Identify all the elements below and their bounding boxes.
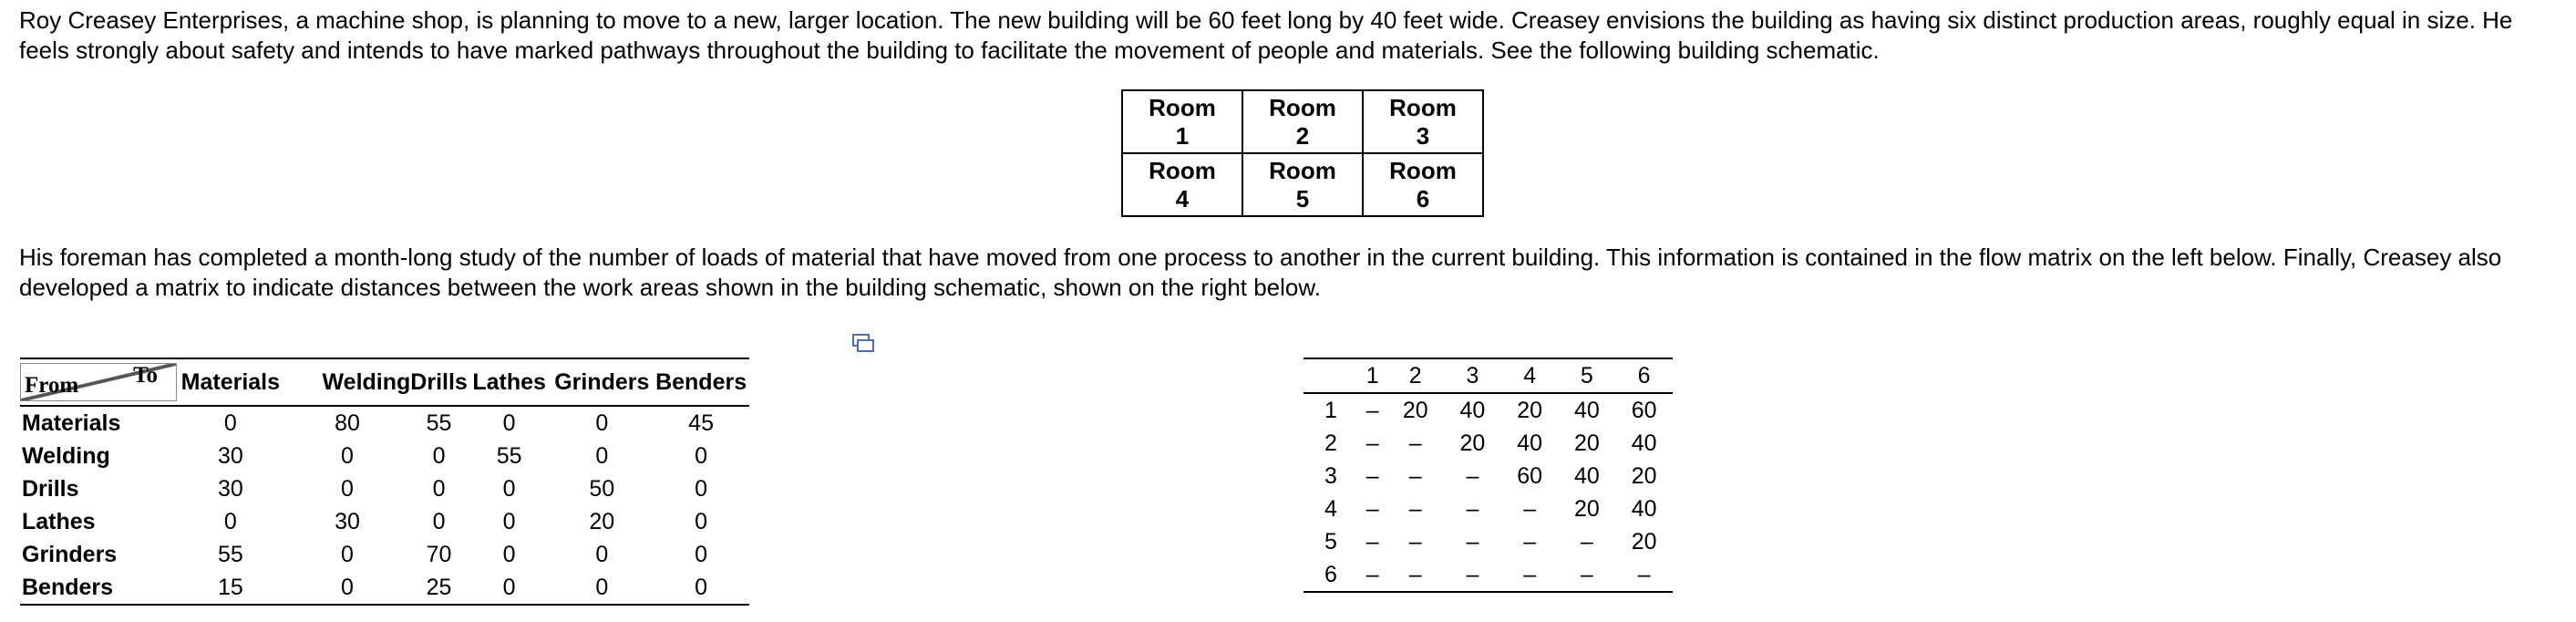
column-header: 3	[1444, 358, 1501, 393]
matrix-cell: 55	[496, 442, 522, 469]
matrix-cell: 0	[653, 571, 749, 605]
matrix-cell: 0	[341, 541, 354, 567]
room-word: Room	[1389, 156, 1457, 184]
matrix-cell: 70	[426, 541, 452, 567]
matrix-cell: 55	[426, 409, 452, 436]
room-number: 1	[1175, 121, 1190, 150]
matrix-cell: 20	[1402, 397, 1428, 423]
matrix-cell: 0	[223, 508, 237, 534]
matrix-cell: 40	[1517, 430, 1543, 456]
row-label: 3	[1324, 462, 1337, 489]
column-header: 1	[1358, 358, 1386, 393]
matrix-cell: –	[1365, 462, 1379, 489]
row-label: 6	[1303, 558, 1358, 592]
matrix-cell: –	[1559, 558, 1616, 592]
distance-row	[1303, 427, 1673, 460]
matrix-cell: 0	[502, 475, 516, 502]
room-word: Room	[1149, 93, 1216, 121]
matrix-cell: 40	[1459, 397, 1486, 423]
row-label: Materials	[22, 409, 121, 436]
matrix-cell: –	[1365, 397, 1379, 423]
flow-row	[20, 571, 749, 605]
column-header: 4	[1501, 358, 1559, 393]
column-header: 2	[1386, 358, 1444, 393]
matrix-cell: 0	[502, 541, 516, 567]
matrix-cell: –	[1444, 558, 1501, 592]
matrix-cell: 0	[432, 442, 446, 469]
room-word: Room	[1269, 93, 1336, 121]
from-to-corner	[20, 358, 177, 406]
room-cell	[1363, 90, 1483, 153]
building-schematic	[1121, 89, 1484, 217]
distance-row	[1303, 558, 1673, 592]
matrix-cell: –	[1408, 528, 1422, 555]
matrix-cell: 40	[1573, 462, 1600, 489]
room-cell	[1122, 153, 1242, 216]
matrix-cell: 0	[695, 442, 708, 469]
distance-header-row	[1303, 358, 1673, 393]
column-header: Lathes	[468, 358, 551, 406]
matrix-cell: 60	[1631, 397, 1657, 423]
row-label: 2	[1324, 430, 1337, 456]
matrix-cell: 20	[1631, 462, 1657, 489]
matrix-cell: –	[1358, 558, 1386, 592]
matrix-cell: –	[1466, 462, 1479, 489]
matrix-cell: 0	[341, 442, 354, 469]
distance-matrix-table	[1303, 358, 1673, 593]
distance-row	[1303, 525, 1673, 558]
column-header: 6	[1615, 358, 1673, 393]
flow-row	[20, 406, 749, 440]
matrix-cell: 40	[1631, 430, 1657, 456]
matrix-cell: 30	[335, 508, 360, 534]
row-label: Grinders	[22, 541, 118, 567]
room-number: 5	[1295, 184, 1310, 213]
matrix-cell: –	[1408, 495, 1422, 522]
matrix-cell: 20	[589, 508, 615, 534]
flow-row	[20, 472, 749, 505]
matrix-cell: –	[1386, 558, 1444, 592]
matrix-cell: –	[1615, 558, 1673, 592]
matrix-cell: –	[1580, 528, 1593, 555]
room-cell	[1242, 153, 1363, 216]
row-label: 5	[1324, 528, 1337, 555]
matrix-cell: 45	[688, 409, 714, 436]
column-header: Materials	[177, 358, 284, 406]
matrix-cell: 0	[502, 508, 516, 534]
schematic-row	[1122, 90, 1483, 153]
matrix-cell: 20	[1573, 430, 1600, 456]
room-cell	[1122, 90, 1242, 153]
room-number: 6	[1416, 184, 1430, 213]
matrix-cell: 40	[1573, 397, 1600, 423]
room-cell	[1363, 153, 1483, 216]
room-number: 2	[1295, 121, 1310, 150]
row-label: Lathes	[22, 508, 96, 534]
expand-table-icon[interactable]	[851, 333, 875, 355]
room-cell	[1242, 90, 1363, 153]
room-word: Room	[1389, 93, 1457, 121]
distance-row	[1303, 393, 1673, 427]
matrix-cell: 0	[595, 541, 609, 567]
matrix-cell: 30	[217, 475, 243, 502]
flow-description: His foreman has completed a month-long study of the number of loads of material that have moved from one process to another in the current building. This information is contained in the flow matrix on the left below. Finally, Creasey also developed a matrix to indicate distances between the work areas shown in the building schematic, shown on the right below.	[19, 244, 2502, 301]
matrix-cell: 0	[223, 409, 237, 436]
matrix-cell: 60	[1517, 462, 1543, 489]
room-word: Room	[1149, 156, 1216, 184]
row-label: Welding	[22, 442, 110, 469]
to-label: To	[133, 363, 158, 388]
row-label: 4	[1324, 495, 1337, 522]
room-word: Room	[1269, 156, 1336, 184]
matrix-cell: 20	[1573, 495, 1600, 522]
matrix-cell: –	[1365, 430, 1379, 456]
matrix-cell: –	[1408, 430, 1422, 456]
room-number: 4	[1175, 184, 1190, 213]
matrix-cell: 0	[432, 475, 446, 502]
matrix-cell: –	[1523, 495, 1537, 522]
matrix-cell: 20	[1631, 528, 1657, 555]
matrix-cell: 0	[551, 571, 653, 605]
room-number: 3	[1416, 121, 1430, 150]
matrix-cell: 15	[177, 571, 284, 605]
matrix-cell: 0	[432, 508, 446, 534]
matrix-cell: 0	[595, 409, 609, 436]
matrix-cell: 0	[284, 571, 411, 605]
matrix-cell: 40	[1631, 495, 1657, 522]
matrix-cell: 25	[410, 571, 468, 605]
column-header: Benders	[653, 358, 749, 406]
matrix-cell: –	[1466, 495, 1479, 522]
matrix-cell: 80	[335, 409, 360, 436]
flow-header-row	[20, 358, 749, 406]
matrix-cell: 0	[341, 475, 354, 502]
column-header: Grinders	[551, 358, 653, 406]
matrix-cell: 0	[595, 442, 609, 469]
schematic-row	[1122, 153, 1483, 216]
flow-row	[20, 440, 749, 472]
column-header: Welding	[284, 358, 411, 406]
matrix-cell: –	[1365, 495, 1379, 522]
row-label: Benders	[20, 571, 177, 605]
matrix-cell: 0	[695, 541, 708, 567]
matrix-cell: –	[1501, 558, 1559, 592]
matrix-cell: 30	[217, 442, 243, 469]
from-label: From	[25, 373, 79, 398]
corner-cell	[1303, 358, 1358, 393]
matrix-cell: 0	[695, 475, 708, 502]
row-label: 1	[1324, 397, 1337, 423]
matrix-cell: 0	[502, 409, 516, 436]
flow-row	[20, 538, 749, 571]
matrix-cell: 20	[1517, 397, 1543, 423]
matrix-cell: –	[1408, 462, 1422, 489]
matrix-cell: –	[1365, 528, 1379, 555]
column-header: Drills	[410, 358, 468, 406]
matrix-cell: 20	[1459, 430, 1486, 456]
column-header: 5	[1559, 358, 1616, 393]
matrix-cell: –	[1466, 528, 1479, 555]
flow-matrix-table	[20, 358, 749, 606]
row-label: Drills	[22, 475, 79, 502]
distance-row	[1303, 460, 1673, 492]
matrix-cell: 50	[589, 475, 615, 502]
problem-intro: Roy Creasey Enterprises, a machine shop, is planning to move to a new, larger location. The new building will be 60 feet long by 40 feet wide. Creasey envisions the building as having six distinct production areas, roughly equal in size. He feels strongly about safety and intends to have marked pathways throughout the building to facilitate the movement of people and materials. See the following building schematic.	[19, 6, 2513, 64]
matrix-cell: 0	[468, 571, 551, 605]
matrix-cell: 55	[217, 541, 243, 567]
distance-row	[1303, 492, 1673, 525]
matrix-cell: 0	[695, 508, 708, 534]
matrix-cell: –	[1523, 528, 1537, 555]
flow-row	[20, 505, 749, 538]
